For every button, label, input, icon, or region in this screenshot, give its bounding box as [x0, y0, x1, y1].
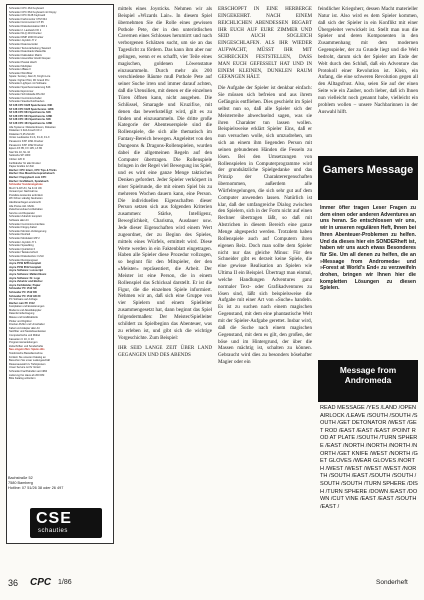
ad-line: Star SG 10, NL 10 [9, 150, 31, 154]
ad-line: SF 128 CPC 664 Speichererw. 64K [9, 111, 51, 115]
ad-line: Panasonic KXP 1091 Drucker [9, 139, 44, 143]
ad-line: Mäuse und Grafiktabletts [9, 316, 38, 320]
ad-line: Alle Systeme: Diskettenboxen, Disketten [9, 125, 56, 129]
ad-line: Netzfilter und Steckdosenleisten [9, 330, 47, 334]
ad-line: Service und Reparatur [9, 211, 35, 215]
advertisement-column [6, 4, 114, 544]
ad-line: Schneider NLQ 401 Drucker [9, 32, 42, 36]
ad-line: Versand per Nachnahme [9, 190, 38, 194]
article-column-1 [118, 6, 212, 546]
ad-line: Schneider Datenrecorder [9, 42, 38, 46]
ad-line: SF 128 CPC 664 Speichererw. 128K [9, 114, 53, 118]
ad-address-line: Bachstraße 52 [8, 476, 33, 480]
ad-line: Joyce PCW 8512 komplett [9, 265, 42, 269]
ad-line: Schneider PC 1512 DD [9, 290, 37, 294]
ad-line: Bücher zum PC 1512 [9, 301, 35, 305]
ad-line: Alle Preise inkl. MwSt. [9, 204, 35, 208]
ad-line: Citizen 120 D [9, 157, 25, 161]
ad-line: Plotter und Digitizer [9, 319, 32, 323]
ad-line: Schneider PC 1512 HD 20 [9, 294, 41, 298]
ad-line: Joyce Software: Locoscript [9, 269, 43, 273]
ad-line: Schneider Assembler Hisoft Devpac [9, 57, 51, 61]
ad-line: SF 128 CPC 464 Speichererw. 128K [9, 122, 53, 125]
ad-line: Schneider Kalkulation Matrix [9, 53, 42, 57]
ad-line: Spiele: Sorcery, Alien 8, Knight Lore [9, 75, 51, 79]
ad-line: PC Software auf Anfrage [9, 298, 38, 302]
ad-line: Schneider CPC 464 Keyboard [9, 7, 44, 10]
ad-line: SF 128 CPC 464 Speichererw. 64K [9, 118, 51, 122]
ad-line: Schneider Farbmonitor CTM 644 [9, 17, 47, 21]
ad-line: Joyce PCW 8256 komplett [9, 262, 42, 266]
ad-line: Telefonische Bestellannahme [9, 352, 43, 355]
ad-line: Schneider dBase II [9, 68, 31, 72]
gamers-message-body: Immer öfter tragen Leser Fragen zu dem einen oder anderen Adventures an uns heran. So entschlossen wir uns, wir in unseren regulären Heft, Ihnen bei Ihren Abenteuer-Problemen zu helfen. Und da dieses hier ein SONDERheft ist, haben wir uns auch etwas Besonderes für Sie. Um all denen zu helfen, die an »Message from Andromeda« und »Forest at World's End« zu verzweifeln drohen, bringen wir Ihnen hier die kompletten Lösungen zu diesen Spielen. [320, 205, 416, 292]
page-footer [0, 574, 424, 594]
ad-line: Riesenauswahl zu Tiefstpreisen [9, 362, 46, 366]
ad-address [8, 476, 108, 492]
ad-line: SF 128 CPC 6128 Speichererw. 64K [9, 104, 53, 108]
ad-line: Joyce Software: Dr. Logo [9, 276, 41, 280]
article-caps-text: IHR SEID LANGE ZEIT ÜBER LAND GEGANGEN UND DES ABENDS [118, 345, 212, 359]
ad-line: Schneider Joystick JY 1 [9, 240, 37, 244]
ad-line: Vortex Laufwerke F1-S, F1-D, F1-X [9, 136, 50, 140]
ad-line: Software aller Art [9, 219, 29, 223]
ad-line: Schneider Staubschutzhauben [9, 100, 45, 104]
ad-line: Wir führen ständig Neuheiten [9, 197, 43, 201]
ad-line: Besuchen Sie unser Ladengeschäft [9, 359, 50, 363]
ad-line: Schneider Fachhändler seit 1984 [9, 369, 48, 373]
ad-line: Drucker-Puffer und Umschalter [9, 323, 45, 327]
ad-line: Schneider Netzteil [9, 233, 31, 237]
article-column-3 [318, 6, 418, 152]
ad-line: Epson FX 85, FX 105, LX 80 [9, 147, 43, 151]
ad-line: Bücher: Das Maschinensprachebuch [9, 172, 55, 176]
gamers-message-heading: Gamers Message [318, 156, 418, 200]
ad-line: Schneider Eprommer [9, 89, 34, 93]
ad-line: Bitte Katalog anfordern [9, 377, 36, 381]
ad-line: Kassetten C 10, C 20 [9, 337, 34, 341]
ad-line: Fordern Sie unseren Katalog an [9, 355, 46, 359]
ad-line: Händleranfragen erwünscht [9, 201, 41, 205]
ad-line: Schneider Lightpen mit Software [9, 82, 47, 86]
ad-logo-name: schauties [38, 528, 68, 534]
ad-line: Zeitschriften und Sonderhefte [9, 344, 44, 348]
ad-line: Schneider CPC 6128 Keyboard [9, 14, 46, 18]
article-caps-text: ERSCHÖPFT IN EINE HERBERGE EINGEKEHRT. NACH EINEM REICHLICHEN ABENDESSEN BEGABT IHR EUCH AUF EURE ZIMMER UND SEID AUCH SOGLEICH EINGESCHLAFEN. ALS IHR WIEDER AUFWACHT, MÜSST IHR MIT SCHRECKEN FESTSTELLEN, DASS MAN EUCH GEFESSELT HAT UND IN EINEM KLEINEN, DUNKLEN RAUM GEFANGEN HÄLT. [218, 6, 312, 81]
ad-logo [30, 508, 102, 538]
ad-line: Schneider DMP 2000 Drucker [9, 35, 44, 39]
ad-line: Programmieranleitungen [9, 341, 38, 345]
ad-line: Disketten 5,25 Zoll 2D [9, 132, 35, 136]
ad-line: Modems und Akustikkoppler [9, 308, 42, 312]
ad-line: Unser Service ist Ihr Vorteil [9, 366, 41, 370]
article-column-2 [218, 6, 312, 546]
page-number: 36 [8, 578, 19, 588]
ad-line: Joyce Farbbänder, Papier [9, 283, 41, 287]
ad-line: Schneider Speichererweiterung 64K [9, 86, 51, 90]
magazine-name: CPC [30, 577, 52, 588]
ad-line: Schneider CPC 664 Keyboard mit Floppy [9, 10, 57, 14]
ad-line: Bücher: CPC Intern, CPC Tips & Tricks [9, 168, 57, 172]
ad-line: Schneider Diskettenbox 3 Zoll [9, 254, 44, 258]
ad-line: Schneider Quickshot II [9, 247, 36, 251]
ad-logo-mark: CSE [36, 510, 72, 527]
ad-line: Schneider Diskettenstation DDI 1 [9, 24, 48, 28]
ad-line: Mo-Fr 9-18 Uhr, Sa 9-13 Uhr [9, 186, 43, 190]
ad-line: Schneider Schnittstelle RS 232 [9, 93, 45, 97]
ad-address-line: Hotline: 07 51/26 38 oder 26 497 [8, 486, 64, 491]
ad-line: Schneider Textverarbeitung Tasword [9, 46, 51, 50]
ad-line: Preisliste kostenlos anfordern [9, 193, 44, 197]
ad-line: Schneider Speedking [9, 244, 34, 248]
ad-line: Schneider Pascal Hisoft [9, 60, 37, 64]
article-text: feindlicher Kriegsherr, dessen Macht materieller Natur ist. Also wird es dem Spieler kommen, daß sich der Spieler in ein Konflikt mit einer Übergeleitet verwickelt ist. Stellt man nun die Spieler und deren Komponenten in den Zusammenhang mit dem modernen Gegenspieler, der zu Grunde liegt und die Welt bedroht, darum sich der Spieler am Ende der Welt durch den Schluß, daß ein Adventure das Protokoll einer Revolution ist. Klein, ein Anfang, die eine schweren Revolution gegen all den Alltagsfrust. Also, seien Sie auf der einen Seite wie ein Zauber, noch lieber, daß ich Ihnen nun vielleicht noch genannt habe, vielleicht ein problem wollen – unsere Nachbarinnen in der Auswahl hilft. [318, 6, 418, 115]
ad-line: Disketten 3 Zoll Amsoft CF 2 [9, 129, 42, 133]
ad-line: Joyce Software: Mallard Basic [9, 272, 47, 276]
ad-line: Bücher: Grafikbuch, Spielebuch [9, 179, 49, 183]
ad-line: Schneider Reinigungsset [9, 258, 38, 262]
ad-line: Schneider WordStar [9, 71, 33, 75]
ad-line: Schneider Modulator MP 2 [9, 237, 40, 240]
ad-line: Kabel und Adapter aller Art [9, 326, 40, 330]
ad-line: Schneider Centronics-Interface [9, 222, 45, 226]
ad-line: Panasonic KXP 1092 Drucker [9, 143, 44, 147]
article-text: mittels eines Joysticks. Nehmen wir als Beispiel »Wizards Lair«. In diesem Spiel übernehmen Sie die Rolle eines gewissen Pothole Pete, der in den unterirdischen Cavernen eines Schlosses herumirrt und nach verborgenen Schätzen sucht, um sie an das Tageslicht zu fördern. Das kann ihm aber nur gelingen, wenn er es schafft, vier Teile eines magischen, goldenen Löwenstatue einzusammeln. Durch mehr als 200 verschiedene Räume muß Pothole Pete auf seiner Suche irren und immer darauf achten, daß die Utensilien, mit denen er die einzelnen Türen öffnen kann, nicht ausgehen. Die Schlüssel, Smaragde und Kruzifixe, mit denen das bewerkstelligt wird, gilt es zu finden und einzusammeln. Die dritte große Kategorie der Abenteuerspiele sind die Rollenspiele, die sich alle thematisch im Fantasy-Bereich bewegen. Angeleitet von den Dungeons & Dragons-Rollenspielen, wurden dabei die allgemeinen Regeln auf den Computer übertragen. Die Rollenspiele bringen in der Regel viel Bewegung ins Spiel, und es wird eine ganze Menge taktisches Denken gefordert. Jeder Spieler verkörpert in einer Spielrunde, die mit einem Spiel bis zu mehreren Wochen dauern kann, eine Person. Die individuellen Eigenschaften dieser Person setzen sich aus folgenden Kriterien zusammen: Stärke, Intelligenz, Beweglichkeit, Charisma, Ausdauer usw. Jede dieser Eigenschaften wird einem Wert zugeordnet, der zu Beginn des Spieles, mittels eines Würfels, ermittelt wird. Diese Werte werden in ein Faktenblatt eingetragen. Haben alle Spieler diese Prozedur vollzogen, so beginnt für den Mitspieler, der den »Meister« repräsentiert, die Arbeit. Der Meister ist eine Person, die in einem Rollenspiel das Schicksal darstellt. Er ist die Figur, die die einzelnen Spiele informiert. Nehmen wir an, daß sich eine Gruppe von vier Spielern und einem Spielleiter zusammengesetzt hat, dann beginnt das Spiel folgendermaßen: Der Meister/Spielleiter schildert zu Spielbeginn das Abenteuer, was zu erleben ist, und gibt sich die wichtige Vorgeschichte. Zum Beispiel: [118, 6, 212, 341]
ad-line: Schneider PC 1512 SD [9, 287, 37, 291]
ad-address-line: 7580 Bamberg [8, 481, 33, 486]
ad-line: Schneider Centronics-Kabel [9, 96, 42, 100]
ad-line: Schneider Joystick JY 2 [9, 39, 37, 43]
ad-line: Farbbänder für alle Drucker [9, 161, 41, 165]
ad-line: Schneider Zubehör komplett [9, 215, 42, 219]
ad-price-list [9, 7, 111, 381]
ad-line: SF 128 CPC 6128 Speichererw. 128K [9, 107, 54, 111]
andromeda-solution: READ MESSAGE /YES /LAND /OPEN AIRLOCK /LEAVE /SOUTH /SOUTH /SOUTH /GET DETONATOR /WEST /GET ROD /EAST /EAST /EAST /POINT ROD AT PLATE /SOUTH /TURN SPHERE /EAST /NORTH /NORTH /NORTH /NORTH /GET KNIFE /WEST /NORTH /GET GLOVES /WEAR GLOVES /NORTH /WEST /WEST /WEST /WEST /NORTH /SOUTH /EAST /SOUTH /SOUTH /SOUTH /SOUTH /TURN SPHERE /DISH /TURN SPHERE /DOWN /EAST /DOWN /CUT VINE /EAST /EAST /SOUTH /EAST / [320, 405, 418, 510]
ad-line: Schneider Sonderangebote [9, 183, 43, 187]
ad-line: Festplatten und Erweiterungen [9, 305, 45, 309]
ad-line: Papier Endlos 12 Zoll [9, 165, 34, 169]
article-text: Die Aufgabe der Spieler ist denkbar einfach: Sie müssen sich befreien und aus ihrem Gefängnis entfliehen. Dies geschieht im Spiel selbst nun so, daß alle Spieler sich der Meisterreihe abwechselnd sagen, was sie ihren Charakter tun lassen wollen. Beispielsweise erklärt Spieler Eins, daß er nun versuchen wolle, sich umzudrehen, um sich an einem ihm liegenden Person mit seinen gebundenen Händen die Fesseln zu lösen. Bei den Umsetzungen von Rollenspielen in Computerprogramme wird der grundsätzliche Spielgedanke und das Prinzip der Charakterergenschaften übernommen, außerdem alle Würfelregelungen, die sich sehr gut auf dem Computer anwenden lassen. Natürlich ist klar, daß der umfangreiche Dialog zwischen den Spielern, sich in der Form nicht auf einen Rechner übertragen läßt, so daß mit Abstrichen in diesem Bereich eine ganze Menge abgespeckt werden. Trotzdem haben Rollenspiele auch auf Computern ihren eigenen Reiz. Doch man sollte dem Spieler nicht nur das gleiche Minus: Für den Schneider gibt es derzeit keine Spiele, die eine gewisse Realisation an Spielen wie Ultima II ein Beispiel. Übertragt man einmal, welche Handlungen Adventures ganz normaler Text- oder Grafikadventures zu lösen sind, läßt sich beispielsweise die Aufgabe mit einer Art von »Suche« handeln. Es ist zu suchen nach einem magischen Gegenstand, mit dem eine phantastische Welt mit der Spieler-Aufgabe gerettet. Insbar wird, daß die Suche nach einem magischen Gegenstand, mit dem es gilt, den großen, der böse und im Hintergrund, der über die Massen mächtig ist, schalten zu können. Gebraucht wird dies zu besonders bösehafter Magier oder ein [218, 85, 312, 366]
ad-line: Schneider Tastaturschutz [9, 251, 39, 255]
ad-line: Bücher: Floppybuch zum CPC [9, 175, 47, 179]
ad-line: Schneider Datenbank Masterfile [9, 50, 46, 54]
ad-line: Schneider Floppy-Kabel [9, 226, 37, 230]
ad-line: Computertische und Möbel [9, 334, 40, 338]
andromeda-heading: Message from Andromeda [318, 360, 418, 402]
special-issue-label: Sonderheft [376, 579, 408, 586]
ad-line: Spiele: Fighter Pilot, 3D Grand Prix [9, 78, 50, 82]
ad-line: Seikosha SP 1000 [9, 154, 31, 158]
issue-number: 1/86 [58, 579, 72, 586]
ad-line: Zwischenverkauf vorbehalten [9, 208, 43, 212]
ad-line: Datenfernübertragung [9, 312, 35, 316]
ad-line: Schneider Grünmonitor GT 65 [9, 21, 44, 25]
ad-line: Joyce Zubehör und Bücher [9, 280, 43, 284]
ad-line: Neu eingetroffen: Spiele-Hits [9, 348, 45, 352]
ad-line: Schneider 2. Laufwerk FD 1 [9, 28, 42, 32]
ad-line: Schneider Multiplan [9, 64, 32, 68]
ad-line: Schneider Monitor-Verlängerung [9, 229, 47, 233]
ad-line: Lieferung frei Haus ab 200 DM [9, 373, 45, 377]
